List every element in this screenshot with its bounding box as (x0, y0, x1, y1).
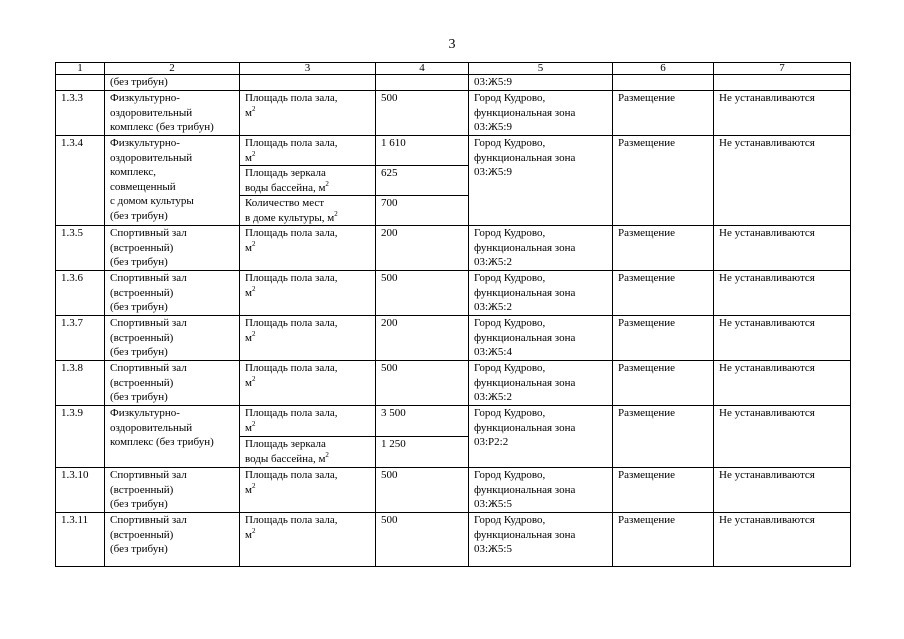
limits-cell: Не устанавливаются (714, 513, 851, 567)
parameter-cell (240, 196, 376, 226)
row-number-cell: 1.3.10 (56, 468, 105, 513)
parameter-cell (240, 468, 376, 513)
limits-cell: Не устанавливаются (714, 91, 851, 136)
value-cell: 1 610 (376, 136, 469, 166)
parameter-label: Площадь пола зала, м (245, 469, 338, 496)
parameter-label: Площадь пола зала, м (245, 514, 338, 541)
parameter-label: Площадь пола зала, м (245, 317, 338, 344)
row-number-cell: 1.3.7 (56, 316, 105, 361)
placement-type-cell: Размещение (613, 226, 714, 271)
row-number-cell: 1.3.9 (56, 406, 105, 468)
row-number-cell: 1.3.8 (56, 361, 105, 406)
parameter-cell (240, 316, 376, 361)
square-meter-superscript: 2 (251, 104, 256, 113)
placement-type-cell: Размещение (613, 361, 714, 406)
limits-cell: Не устанавливаются (714, 361, 851, 406)
table-row (56, 468, 851, 513)
parameter-cell (240, 361, 376, 406)
parameter-label: Площадь пола зала, м (245, 362, 338, 389)
limits-cell: Не устанавливаются (714, 406, 851, 468)
parameter-label: Площадь зеркала воды бассейна, м (245, 167, 326, 194)
parameter-cell (240, 91, 376, 136)
facility-name-cell: Спортивный зал (встроенный) (без трибун) (105, 468, 240, 513)
placement-type-cell (613, 75, 714, 91)
parameter-cell (240, 166, 376, 196)
column-number: 7 (714, 63, 851, 75)
limits-cell: Не устанавливаются (714, 136, 851, 226)
square-meter-superscript: 2 (251, 329, 256, 338)
value-cell: 625 (376, 166, 469, 196)
value-cell: 500 (376, 513, 469, 567)
square-meter-superscript: 2 (325, 179, 329, 188)
continued-row (56, 75, 851, 91)
value-cell: 3 500 (376, 406, 469, 437)
limits-cell: Не устанавливаются (714, 226, 851, 271)
row-number-cell: 1.3.3 (56, 91, 105, 136)
zone-cell: 03:Ж5:9 (469, 75, 613, 91)
column-number: 1 (56, 63, 105, 75)
column-number: 4 (376, 63, 469, 75)
facility-name-cell: Физкультурно- оздоровительный комплекс (без трибун) (105, 406, 240, 468)
placement-type-cell: Размещение (613, 513, 714, 567)
facility-name-cell: Спортивный зал (встроенный) (без трибун) (105, 271, 240, 316)
parameter-label: Площадь пола зала, м (245, 407, 338, 434)
facility-name-cell: Физкультурно- оздоровительный комплекс, совмещенный с домом культуры (без трибун) (105, 136, 240, 226)
square-meter-superscript: 2 (251, 419, 256, 428)
parameter-cell (240, 271, 376, 316)
zone-cell: Город Кудрово, функциональная зона 03:Ж5:5 (469, 513, 613, 567)
value-cell: 700 (376, 196, 469, 226)
row-number-cell: 1.3.6 (56, 271, 105, 316)
limits-cell: Не устанавливаются (714, 316, 851, 361)
facility-name-cell: Спортивный зал (встроенный) (без трибун) (105, 226, 240, 271)
table-row (56, 136, 851, 166)
table-row (56, 226, 851, 271)
row-number-cell: 1.3.5 (56, 226, 105, 271)
column-number-row (56, 63, 851, 75)
zone-cell: Город Кудрово, функциональная зона 03:Р2:2 (469, 406, 613, 468)
zone-cell: Город Кудрово, функциональная зона 03:Ж5:2 (469, 271, 613, 316)
limits-cell (714, 75, 851, 91)
parameter-label: Площадь пола зала, м (245, 272, 338, 299)
table-row (56, 271, 851, 316)
placement-type-cell: Размещение (613, 271, 714, 316)
limits-cell: Не устанавливаются (714, 271, 851, 316)
value-cell: 200 (376, 316, 469, 361)
facilities-table (55, 62, 851, 567)
table-row (56, 513, 851, 567)
value-cell: 500 (376, 91, 469, 136)
facility-name-cell: Физкультурно- оздоровительный комплекс (без трибун) (105, 91, 240, 136)
square-meter-superscript: 2 (251, 284, 256, 293)
square-meter-superscript: 2 (251, 374, 256, 383)
table-row (56, 406, 851, 437)
zone-cell: Город Кудрово, функциональная зона 03:Ж5:2 (469, 361, 613, 406)
page-number: 3 (448, 37, 456, 52)
table-row (56, 91, 851, 136)
facility-name-cell: Спортивный зал (встроенный) (без трибун) (105, 316, 240, 361)
row-number-cell (56, 75, 105, 91)
column-number: 2 (105, 63, 240, 75)
square-meter-superscript: 2 (251, 239, 256, 248)
row-number-cell: 1.3.4 (56, 136, 105, 226)
value-cell: 200 (376, 226, 469, 271)
value-cell (376, 75, 469, 91)
square-meter-superscript: 2 (334, 209, 338, 218)
placement-type-cell: Размещение (613, 136, 714, 226)
row-number-cell: 1.3.11 (56, 513, 105, 567)
zone-cell: Город Кудрово, функциональная зона 03:Ж5:9 (469, 136, 613, 226)
column-number: 5 (469, 63, 613, 75)
parameter-label: Площадь пола зала, м (245, 227, 338, 254)
zone-cell: Город Кудрово, функциональная зона 03:Ж5:5 (469, 468, 613, 513)
parameter-cell (240, 406, 376, 437)
square-meter-superscript: 2 (251, 526, 256, 535)
value-cell: 1 250 (376, 437, 469, 468)
parameter-label: Площадь зеркала воды бассейна, м (245, 438, 326, 465)
value-cell: 500 (376, 468, 469, 513)
zone-cell: Город Кудрово, функциональная зона 03:Ж5:9 (469, 91, 613, 136)
parameter-cell (240, 437, 376, 468)
square-meter-superscript: 2 (325, 450, 329, 459)
placement-type-cell: Размещение (613, 91, 714, 136)
parameter-label: Количество мест в доме культуры, м (245, 197, 335, 224)
placement-type-cell: Размещение (613, 406, 714, 468)
facility-name-cell: (без трибун) (105, 75, 240, 91)
placement-type-cell: Размещение (613, 316, 714, 361)
zone-cell: Город Кудрово, функциональная зона 03:Ж5:4 (469, 316, 613, 361)
value-cell: 500 (376, 361, 469, 406)
column-number: 6 (613, 63, 714, 75)
parameter-label: Площадь пола зала, м (245, 137, 338, 164)
square-meter-superscript: 2 (251, 149, 256, 158)
parameter-label: Площадь пола зала, м (245, 92, 338, 119)
zone-cell: Город Кудрово, функциональная зона 03:Ж5:2 (469, 226, 613, 271)
square-meter-superscript: 2 (251, 481, 256, 490)
parameter-cell (240, 136, 376, 166)
parameter-cell (240, 513, 376, 567)
placement-type-cell: Размещение (613, 468, 714, 513)
facility-name-cell: Спортивный зал (встроенный) (без трибун) (105, 361, 240, 406)
table-row (56, 316, 851, 361)
column-number: 3 (240, 63, 376, 75)
value-cell: 500 (376, 271, 469, 316)
table-row (56, 361, 851, 406)
limits-cell: Не устанавливаются (714, 468, 851, 513)
parameter-cell (240, 75, 376, 91)
parameter-cell (240, 226, 376, 271)
facility-name-cell: Спортивный зал (встроенный) (без трибун) (105, 513, 240, 567)
